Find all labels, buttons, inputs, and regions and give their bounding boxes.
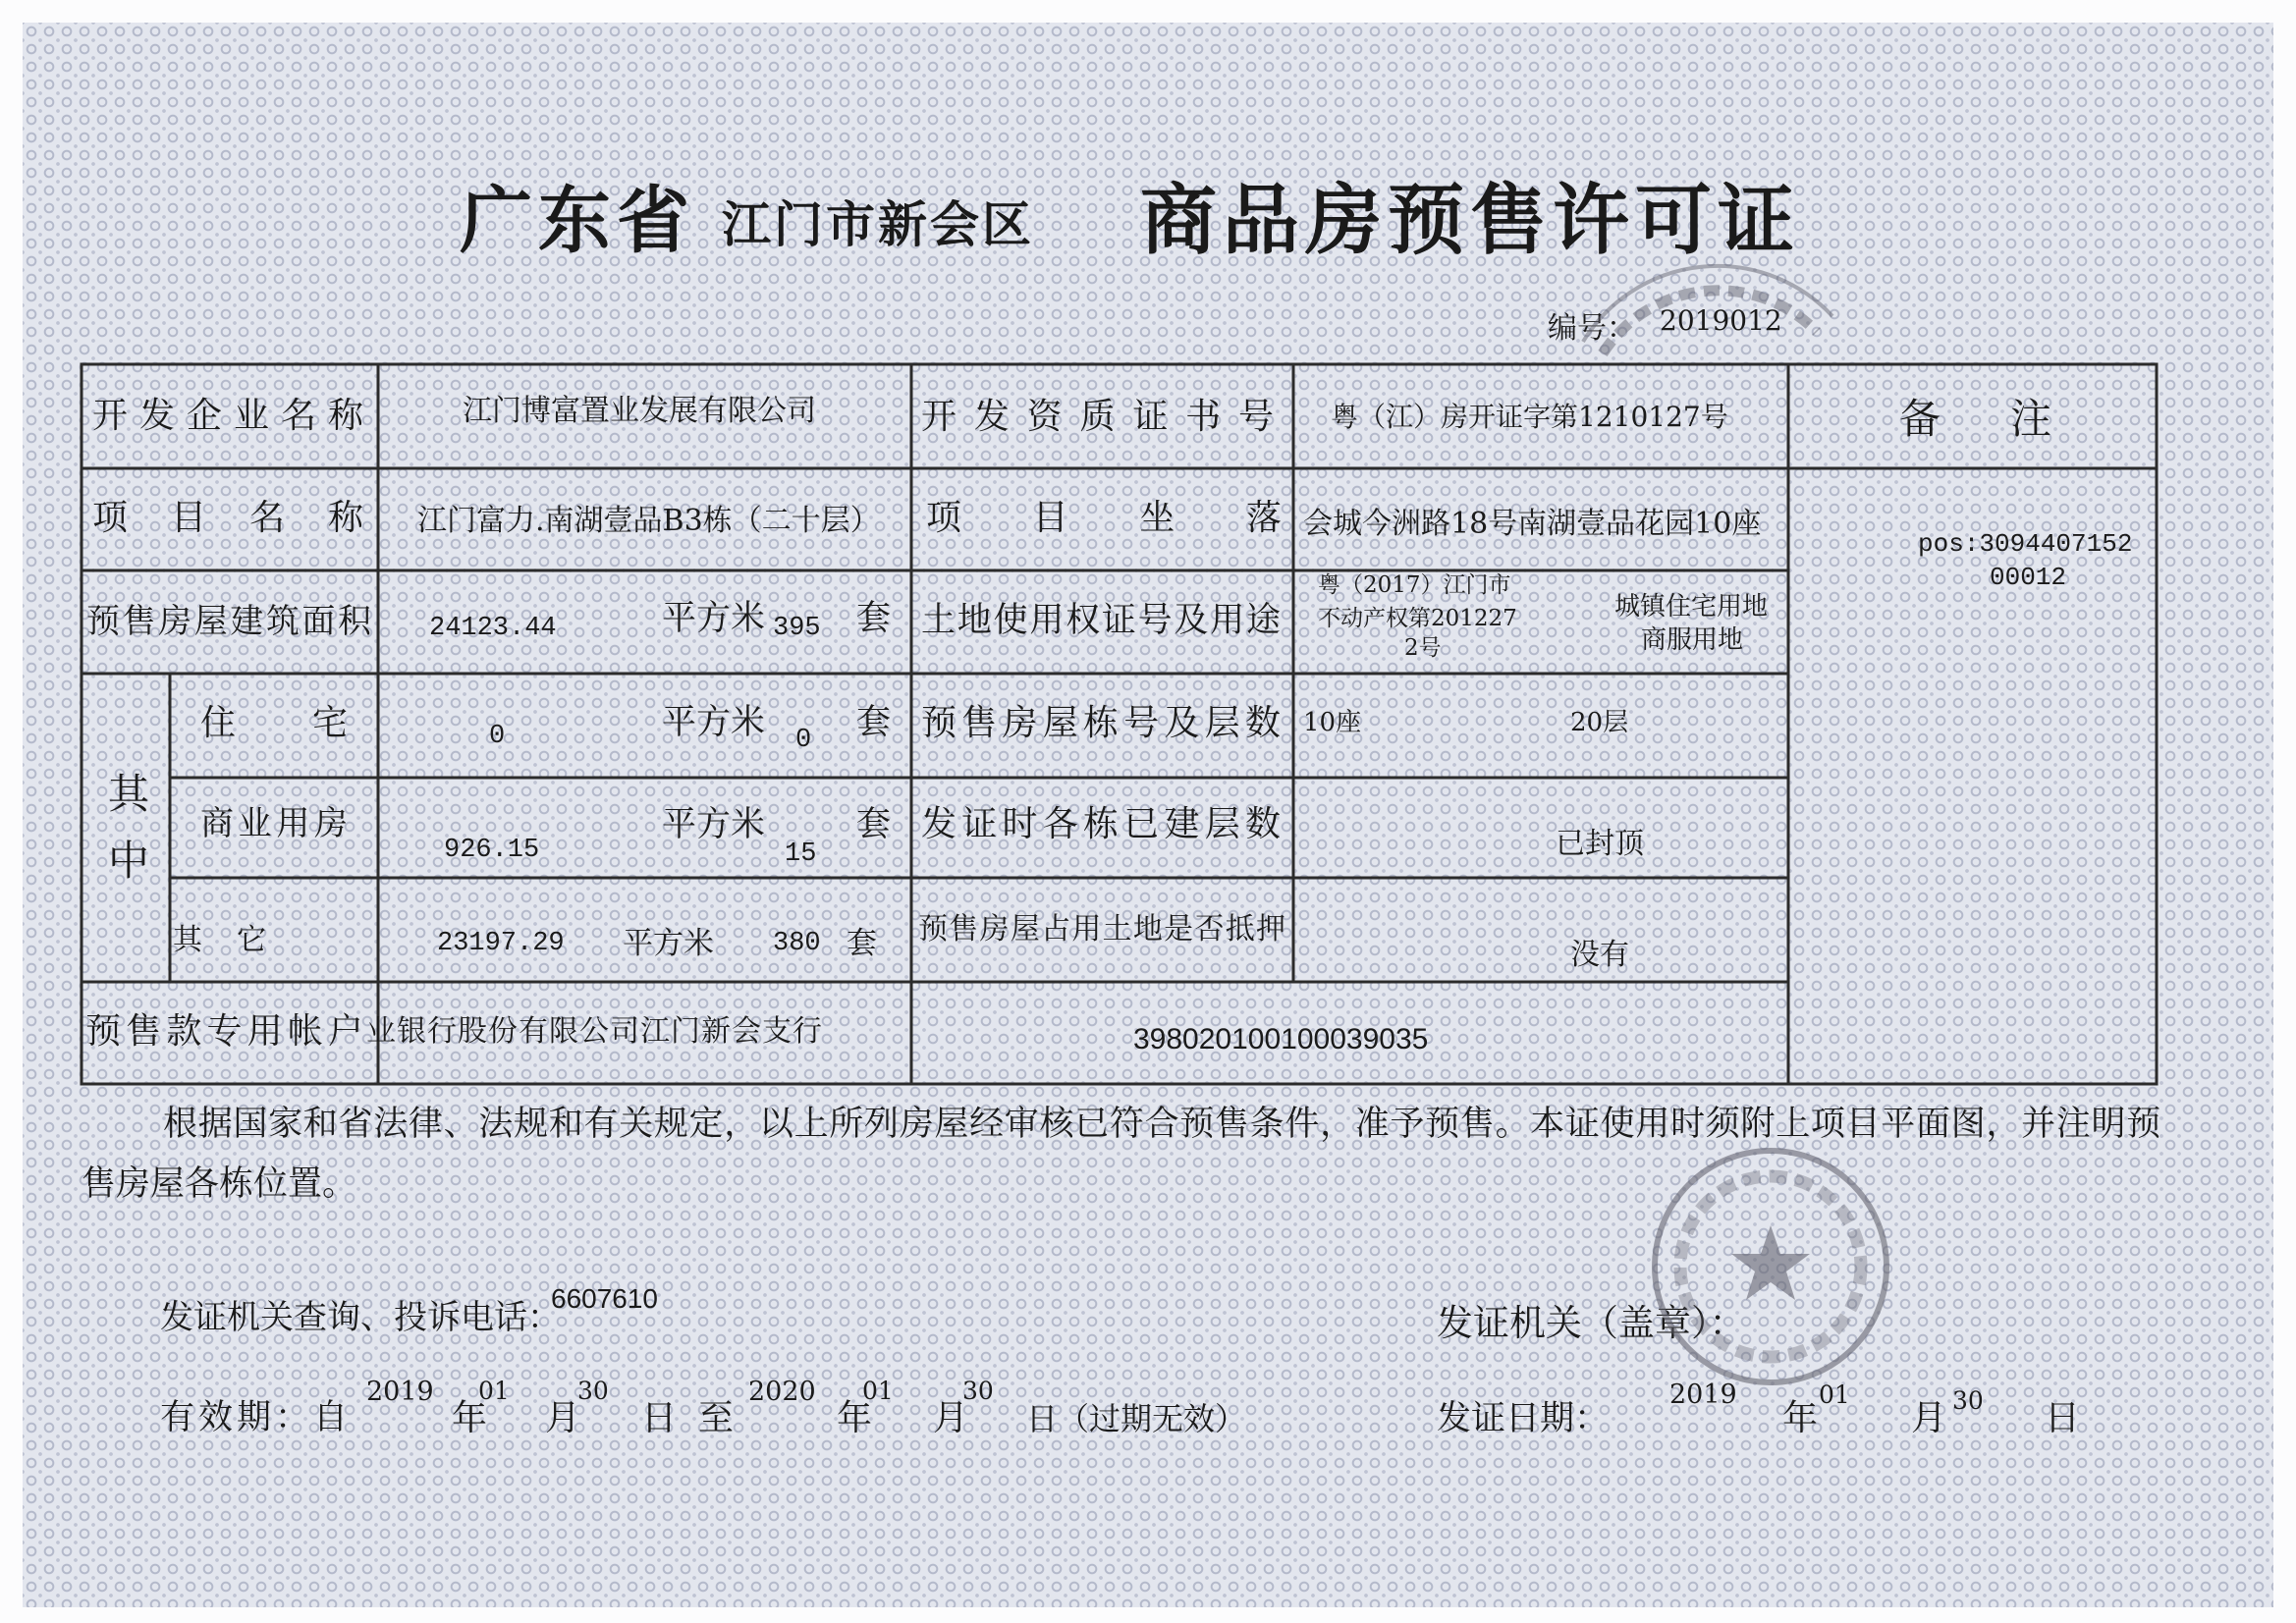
issue-year: 2019 bbox=[1669, 1380, 1737, 1410]
validity-start-year: 2019 bbox=[366, 1377, 434, 1407]
validity-end-month-unit: 月 bbox=[933, 1398, 969, 1438]
contact-phone: 6607610 bbox=[551, 1283, 659, 1314]
issue-day: 30 bbox=[1952, 1386, 1984, 1415]
residential-area-value: 0 bbox=[489, 722, 506, 751]
validity-label: 有效期：自 bbox=[160, 1398, 353, 1437]
statement-line-1: 根据国家和省法律、法规和有关规定，以上所列房屋经审核已符合预售条件，准予预售。本证使用时须附上项目平面图，并注明预 bbox=[163, 1105, 2161, 1144]
building-label: 预售房屋栋号及层数 bbox=[921, 703, 1281, 743]
issue-month-unit: 月 bbox=[1911, 1398, 1947, 1438]
other-label: 其它 bbox=[173, 923, 266, 957]
building-number: 10座 bbox=[1303, 708, 1362, 737]
validity-end-month: 01 bbox=[862, 1377, 894, 1405]
validity-end-suffix: 日（过期无效） bbox=[1026, 1400, 1247, 1437]
other-area-unit: 平方米 bbox=[623, 926, 714, 961]
account-label: 预售款专用帐户 bbox=[85, 1011, 363, 1052]
built-floors-label: 发证时各栋已建层数 bbox=[921, 804, 1281, 844]
issuer-label: 发证机关（盖章）： bbox=[1437, 1302, 1746, 1344]
issue-year-unit: 年 bbox=[1782, 1398, 1819, 1438]
mortgage-value: 没有 bbox=[1570, 938, 1629, 972]
qualification-value: 粤（江）房开证字第1210127号 bbox=[1331, 401, 1728, 433]
remarks-line-2: 00012 bbox=[1990, 563, 2067, 592]
qualification-label: 开发资质证书号 bbox=[921, 397, 1274, 437]
total-sets-unit: 套 bbox=[856, 599, 892, 638]
validity-start-year-unit: 年 bbox=[452, 1398, 488, 1438]
remarks-label: 备注 bbox=[1899, 395, 2051, 443]
location-value: 会城今洲路18号南湖壹品花园10座 bbox=[1303, 507, 1762, 541]
land-cert-line-1: 粤（2017）江门市 bbox=[1318, 572, 1511, 598]
land-cert-line-2: 不动产权第201227 bbox=[1318, 606, 1517, 631]
validity-start-month: 01 bbox=[478, 1377, 510, 1405]
residential-area-unit: 平方米 bbox=[662, 703, 766, 742]
validity-start-day: 30 bbox=[577, 1377, 609, 1405]
presale-area-label: 预售房屋建筑面积 bbox=[86, 602, 371, 641]
account-bank: 业银行股份有限公司江门新会支行 bbox=[366, 1014, 823, 1049]
total-sets-value: 395 bbox=[773, 614, 821, 643]
commercial-area-unit: 平方米 bbox=[662, 805, 766, 844]
project-label: 项目名称 bbox=[92, 498, 363, 538]
validity-to: 日至 bbox=[641, 1398, 756, 1438]
residential-sets-unit: 套 bbox=[856, 703, 892, 742]
location-label: 项目坐落 bbox=[926, 498, 1282, 538]
validity-end-year-unit: 年 bbox=[837, 1398, 873, 1438]
building-floors: 20层 bbox=[1570, 708, 1629, 737]
land-label: 土地使用权证号及用途 bbox=[921, 601, 1281, 640]
built-floors-value: 已封顶 bbox=[1556, 827, 1644, 861]
total-area-value: 24123.44 bbox=[429, 614, 557, 643]
commercial-area-value: 926.15 bbox=[444, 836, 540, 865]
title-district: 江门市新会区 bbox=[722, 196, 1034, 253]
account-number: 398020100100039035 bbox=[1133, 1023, 1429, 1055]
issue-month: 01 bbox=[1819, 1380, 1850, 1409]
other-area-value: 23197.29 bbox=[437, 929, 565, 958]
residential-label: 住宅 bbox=[200, 703, 348, 743]
validity-end-day: 30 bbox=[962, 1377, 994, 1405]
residential-sets-value: 0 bbox=[795, 726, 812, 755]
statement-line-2: 售房屋各栋位置。 bbox=[82, 1164, 357, 1204]
developer-label: 开发企业名称 bbox=[92, 396, 363, 436]
validity-start-month-unit: 月 bbox=[545, 1398, 581, 1438]
of-which-label: 其中 bbox=[102, 772, 150, 905]
commercial-sets-unit: 套 bbox=[856, 805, 892, 844]
land-use-line-2: 商服用地 bbox=[1641, 625, 1744, 655]
issue-date-label: 发证日期： bbox=[1437, 1399, 1610, 1438]
remarks-line-1: pos:3094407152 bbox=[1918, 529, 2133, 559]
other-sets-value: 380 bbox=[773, 929, 821, 958]
serial-label: 编号： bbox=[1548, 311, 1636, 346]
title-province: 广东省 bbox=[460, 179, 695, 263]
commercial-sets-value: 15 bbox=[785, 839, 817, 869]
issue-day-unit: 日 bbox=[2045, 1398, 2081, 1438]
developer-value: 江门博富置业发展有限公司 bbox=[463, 394, 816, 428]
other-sets-unit: 套 bbox=[847, 926, 877, 961]
title-permit-name: 商品房预售许可证 bbox=[1140, 177, 1801, 265]
project-value: 江门富力.南湖壹品B3栋（二十层） bbox=[417, 504, 880, 538]
mortgage-label: 预售房屋占用土地是否抵押 bbox=[918, 912, 1285, 947]
land-cert-line-3: 2号 bbox=[1404, 635, 1442, 661]
total-area-unit: 平方米 bbox=[662, 599, 766, 638]
commercial-label: 商业用房 bbox=[200, 804, 348, 843]
contact-label: 发证机关查询、投诉电话： bbox=[160, 1298, 561, 1337]
serial-value: 2019012 bbox=[1660, 304, 1782, 337]
validity-end-year: 2020 bbox=[748, 1377, 816, 1407]
land-use-line-1: 城镇住宅用地 bbox=[1614, 592, 1769, 622]
